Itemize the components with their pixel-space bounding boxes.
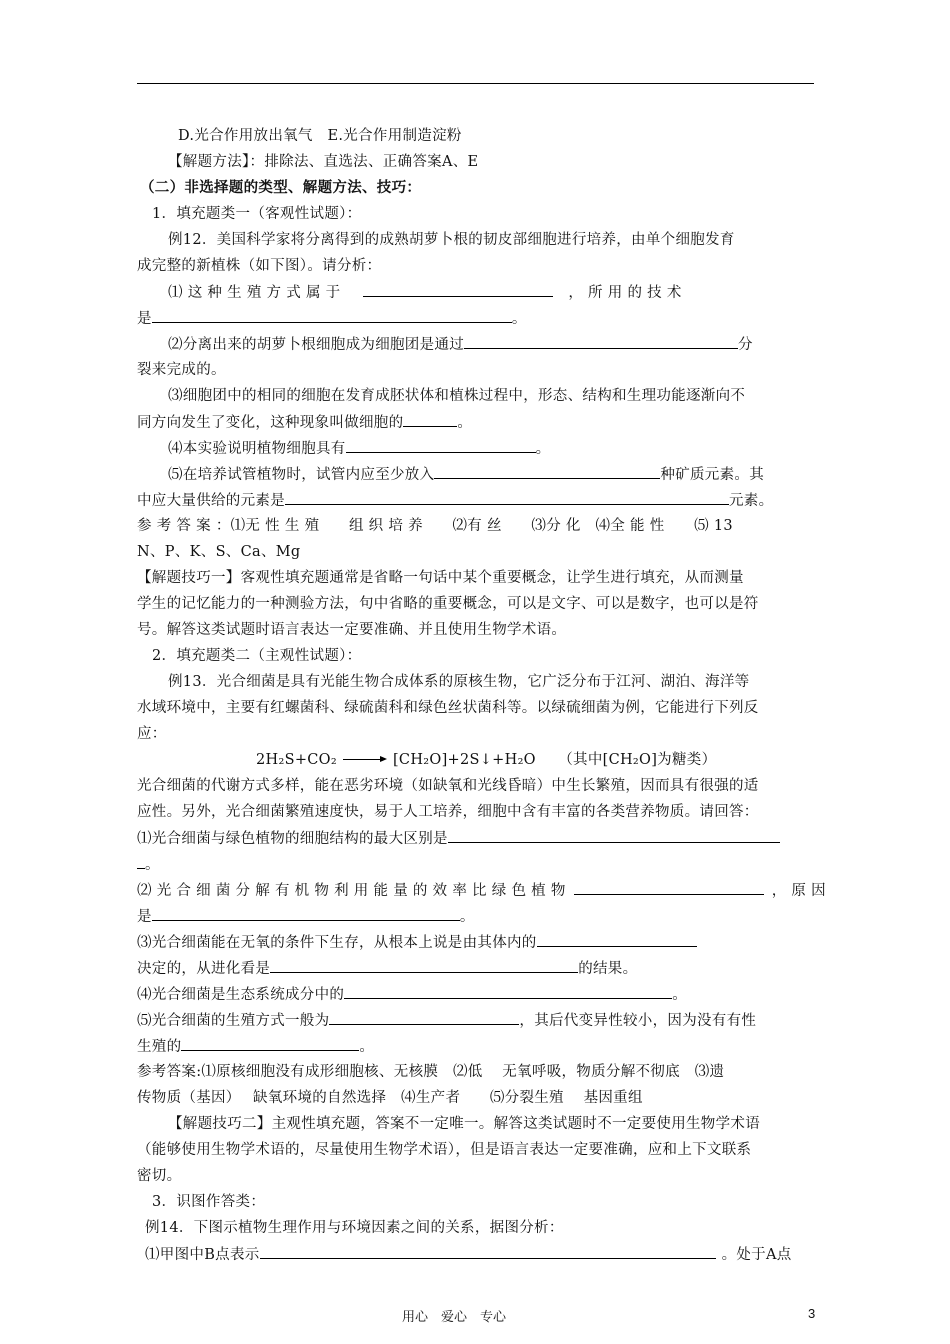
question-13-4 xyxy=(137,984,814,1005)
example-13-line2: 水域环境中，主要有红螺菌科、绿硫菌科和绿色丝状菌科等。以绿硫细菌为例，它能进行下列反 xyxy=(137,700,759,716)
tip-1-line3: 号。解答这类试题时语言表达一定要准确、并且使用生物学术语。 xyxy=(137,622,567,638)
reaction-equation xyxy=(256,750,716,770)
text: 。处于A点 xyxy=(721,1247,792,1263)
answer-blank[interactable] xyxy=(260,1244,716,1259)
question-13-5-line2 xyxy=(137,1036,814,1057)
question-5-line2 xyxy=(137,490,814,511)
text: ⑴光合细菌与绿色植物的细胞结构的最大区别是 xyxy=(137,831,448,847)
text: ⑸在培养试管植物时，试管内应至少放入 xyxy=(168,467,435,483)
text: ⑴甲图中B点表示 xyxy=(145,1247,260,1263)
text: 中应大量供给的元素是 xyxy=(137,493,285,509)
question-14-1 xyxy=(145,1244,814,1265)
example-13-line1: 例13．光合细菌是具有光能生物合成体系的原核生物，它广泛分布于江河、湖泊、海洋等 xyxy=(168,674,750,690)
text: 是 xyxy=(137,909,152,925)
reference-answer-12-cont: N、P、K、S、Ca、Mg xyxy=(137,544,301,560)
example-13-line5: 应性。另外，光合细菌繁殖速度快，易于人工培养，细胞中含有丰富的各类营养物质。请回答： xyxy=(137,804,759,820)
answer-blank[interactable] xyxy=(152,308,512,323)
reference-answer-12: 参 考 答 案 ：⑴无 性 生 殖 组 织 培 养 ⑵有 丝 ⑶分 化 ⑷全 能 性 ⑸ 13 xyxy=(137,518,733,534)
text: 。 xyxy=(459,909,475,925)
text: 的结果。 xyxy=(578,961,638,977)
text: 种矿质元素。其 xyxy=(660,467,765,483)
question-2-line xyxy=(168,334,845,355)
question-3-line: ⑶细胞团中的相同的细胞在发育成胚状体和植株过程中，形态、结构和生理功能逐渐向不 xyxy=(168,388,746,404)
subsection-heading-3: 3．识图作答类： xyxy=(152,1194,266,1210)
question-1-line2 xyxy=(137,308,814,329)
text: 是 xyxy=(137,311,152,327)
text: ⑵分离出来的胡萝卜根细胞成为细胞团是通过 xyxy=(168,337,464,353)
question-1-text: ⑴ 这 种 生 殖 方 式 属 于 xyxy=(168,285,341,301)
page-number: 3 xyxy=(808,1306,816,1321)
text: ⑸光合细菌的生殖方式一般为 xyxy=(137,1013,330,1029)
example-14-line1: 例14．下图示植物生理作用与环境因素之间的关系，据图分析： xyxy=(145,1220,564,1236)
answer-blank[interactable] xyxy=(537,932,697,947)
text: ⑷光合细菌是生态系统成分中的 xyxy=(137,987,345,1003)
answer-blank[interactable] xyxy=(434,464,660,479)
section-heading: （二）非选择题的类型、解题方法、技巧： xyxy=(140,179,422,196)
answer-blank[interactable] xyxy=(152,906,460,921)
question-5-line xyxy=(168,464,845,485)
subsection-heading-2: 2．填充题类二（主观性试题）： xyxy=(152,648,362,664)
example-12-line1: 例12．美国科学家将分离得到的成熟胡萝卜根的韧皮部细胞进行培养，由单个细胞发育 xyxy=(168,232,735,248)
tip-2-line2: （能够使用生物学术语的，尽量使用生物学术语），但是语言表达一定要准确，应和上下文联系 xyxy=(137,1142,752,1158)
question-4-line xyxy=(168,438,845,459)
question-1-line xyxy=(168,282,814,303)
subsection-heading: 1．填充题类一（客观性试题）： xyxy=(152,206,362,222)
question-1-text-b: ， 所 用 的 技 术 xyxy=(568,285,682,301)
answer-blank[interactable] xyxy=(403,412,457,427)
question-13-5 xyxy=(137,1010,814,1031)
example-13-line4: 光合细菌的代谢方式多样，能在恶劣环境（如缺氧和光线昏暗）中生长繁殖，因而具有很强的适 xyxy=(137,778,759,794)
answer-blank[interactable] xyxy=(181,1036,359,1051)
reference-answer-13: 参考答案:⑴原核细胞没有成形细胞核、无核膜 ⑵低 无氧呼吸，物质分解不彻底 ⑶遗 xyxy=(137,1064,725,1080)
question-3-line2 xyxy=(137,412,814,433)
answer-blank[interactable] xyxy=(346,438,536,453)
tip-1-line1: 【解题技巧一】客观性填充题通常是省略一句话中某个重要概念，让学生进行填充，从而测量 xyxy=(137,570,744,586)
example-13-line3: 应： xyxy=(137,726,167,742)
reference-answer-13-cont: 传物质（基因） 缺氧环境的自然选择 ⑷生产者 ⑸分裂生殖 基因重组 xyxy=(137,1090,643,1106)
text: 。 xyxy=(511,311,527,327)
question-13-2-line2 xyxy=(137,906,814,927)
text: 。 xyxy=(672,987,688,1003)
text: ， 原 因 xyxy=(771,883,826,899)
text: ⑵ 光 合 细 菌 分 解 有 机 物 利 用 能 量 的 效 率 比 绿 色 植 物 xyxy=(137,883,566,899)
text: 元素。 xyxy=(729,493,774,509)
answer-blank[interactable] xyxy=(464,334,738,349)
text: 。 xyxy=(457,415,473,431)
answer-blank[interactable] xyxy=(344,984,672,999)
text: 。 xyxy=(359,1039,375,1055)
equation-products: [CH₂O]+2S↓+H₂O （其中[CH₂O]为糖类） xyxy=(392,752,717,768)
footer-slogan: 用心 爱心 专心 xyxy=(402,1310,507,1325)
text: 。 xyxy=(535,441,551,457)
answer-blank[interactable] xyxy=(329,1010,519,1025)
text: 生殖的 xyxy=(137,1039,182,1055)
tip-2-line1: 【解题技巧二】主观性填充题，答案不一定唯一。解答这类试题时不一定要使用生物学术语 xyxy=(168,1116,760,1132)
text: ⑷本实验说明植物细胞具有 xyxy=(168,441,346,457)
question-13-3 xyxy=(137,932,814,953)
text: ⑶光合细菌能在无氧的条件下生存，从根本上说是由其体内的 xyxy=(137,935,537,951)
tip-2-line3: 密切。 xyxy=(137,1168,182,1184)
question-13-1-end xyxy=(137,854,814,875)
answer-blank[interactable] xyxy=(363,282,553,297)
question-2-line2: 裂来完成的。 xyxy=(137,362,226,378)
example-12-line2: 成完整的新植株（如下图）。请分析： xyxy=(137,258,382,274)
question-13-3-line2 xyxy=(137,958,814,979)
option-line: D.光合作用放出氧气 E.光合作用制造淀粉 xyxy=(178,128,462,144)
arrow-icon xyxy=(343,755,387,765)
answer-blank[interactable] xyxy=(137,854,145,869)
answer-blank[interactable] xyxy=(448,828,780,843)
answer-blank[interactable] xyxy=(270,958,578,973)
question-13-2 xyxy=(137,880,826,901)
tip-1-line2: 学生的记忆能力的一种测验方法，句中省略的重要概念，可以是文字、可以是数字，也可以是符 xyxy=(137,596,759,612)
text: 分 xyxy=(738,337,753,353)
answer-blank[interactable] xyxy=(574,880,764,895)
header-rule xyxy=(137,83,814,84)
equation-reactants: 2H₂S+CO₂ xyxy=(256,752,337,768)
text: 同方向发生了变化，这种现象叫做细胞的 xyxy=(137,415,404,431)
answer-blank[interactable] xyxy=(285,490,729,505)
text: 决定的，从进化看是 xyxy=(137,961,271,977)
solution-method: 【解题方法】：排除法、直选法、正确答案A、E xyxy=(168,154,479,170)
text: ，其后代变异性较小，因为没有有性 xyxy=(519,1013,757,1029)
text: 。 xyxy=(145,857,160,873)
question-13-1 xyxy=(137,828,827,849)
